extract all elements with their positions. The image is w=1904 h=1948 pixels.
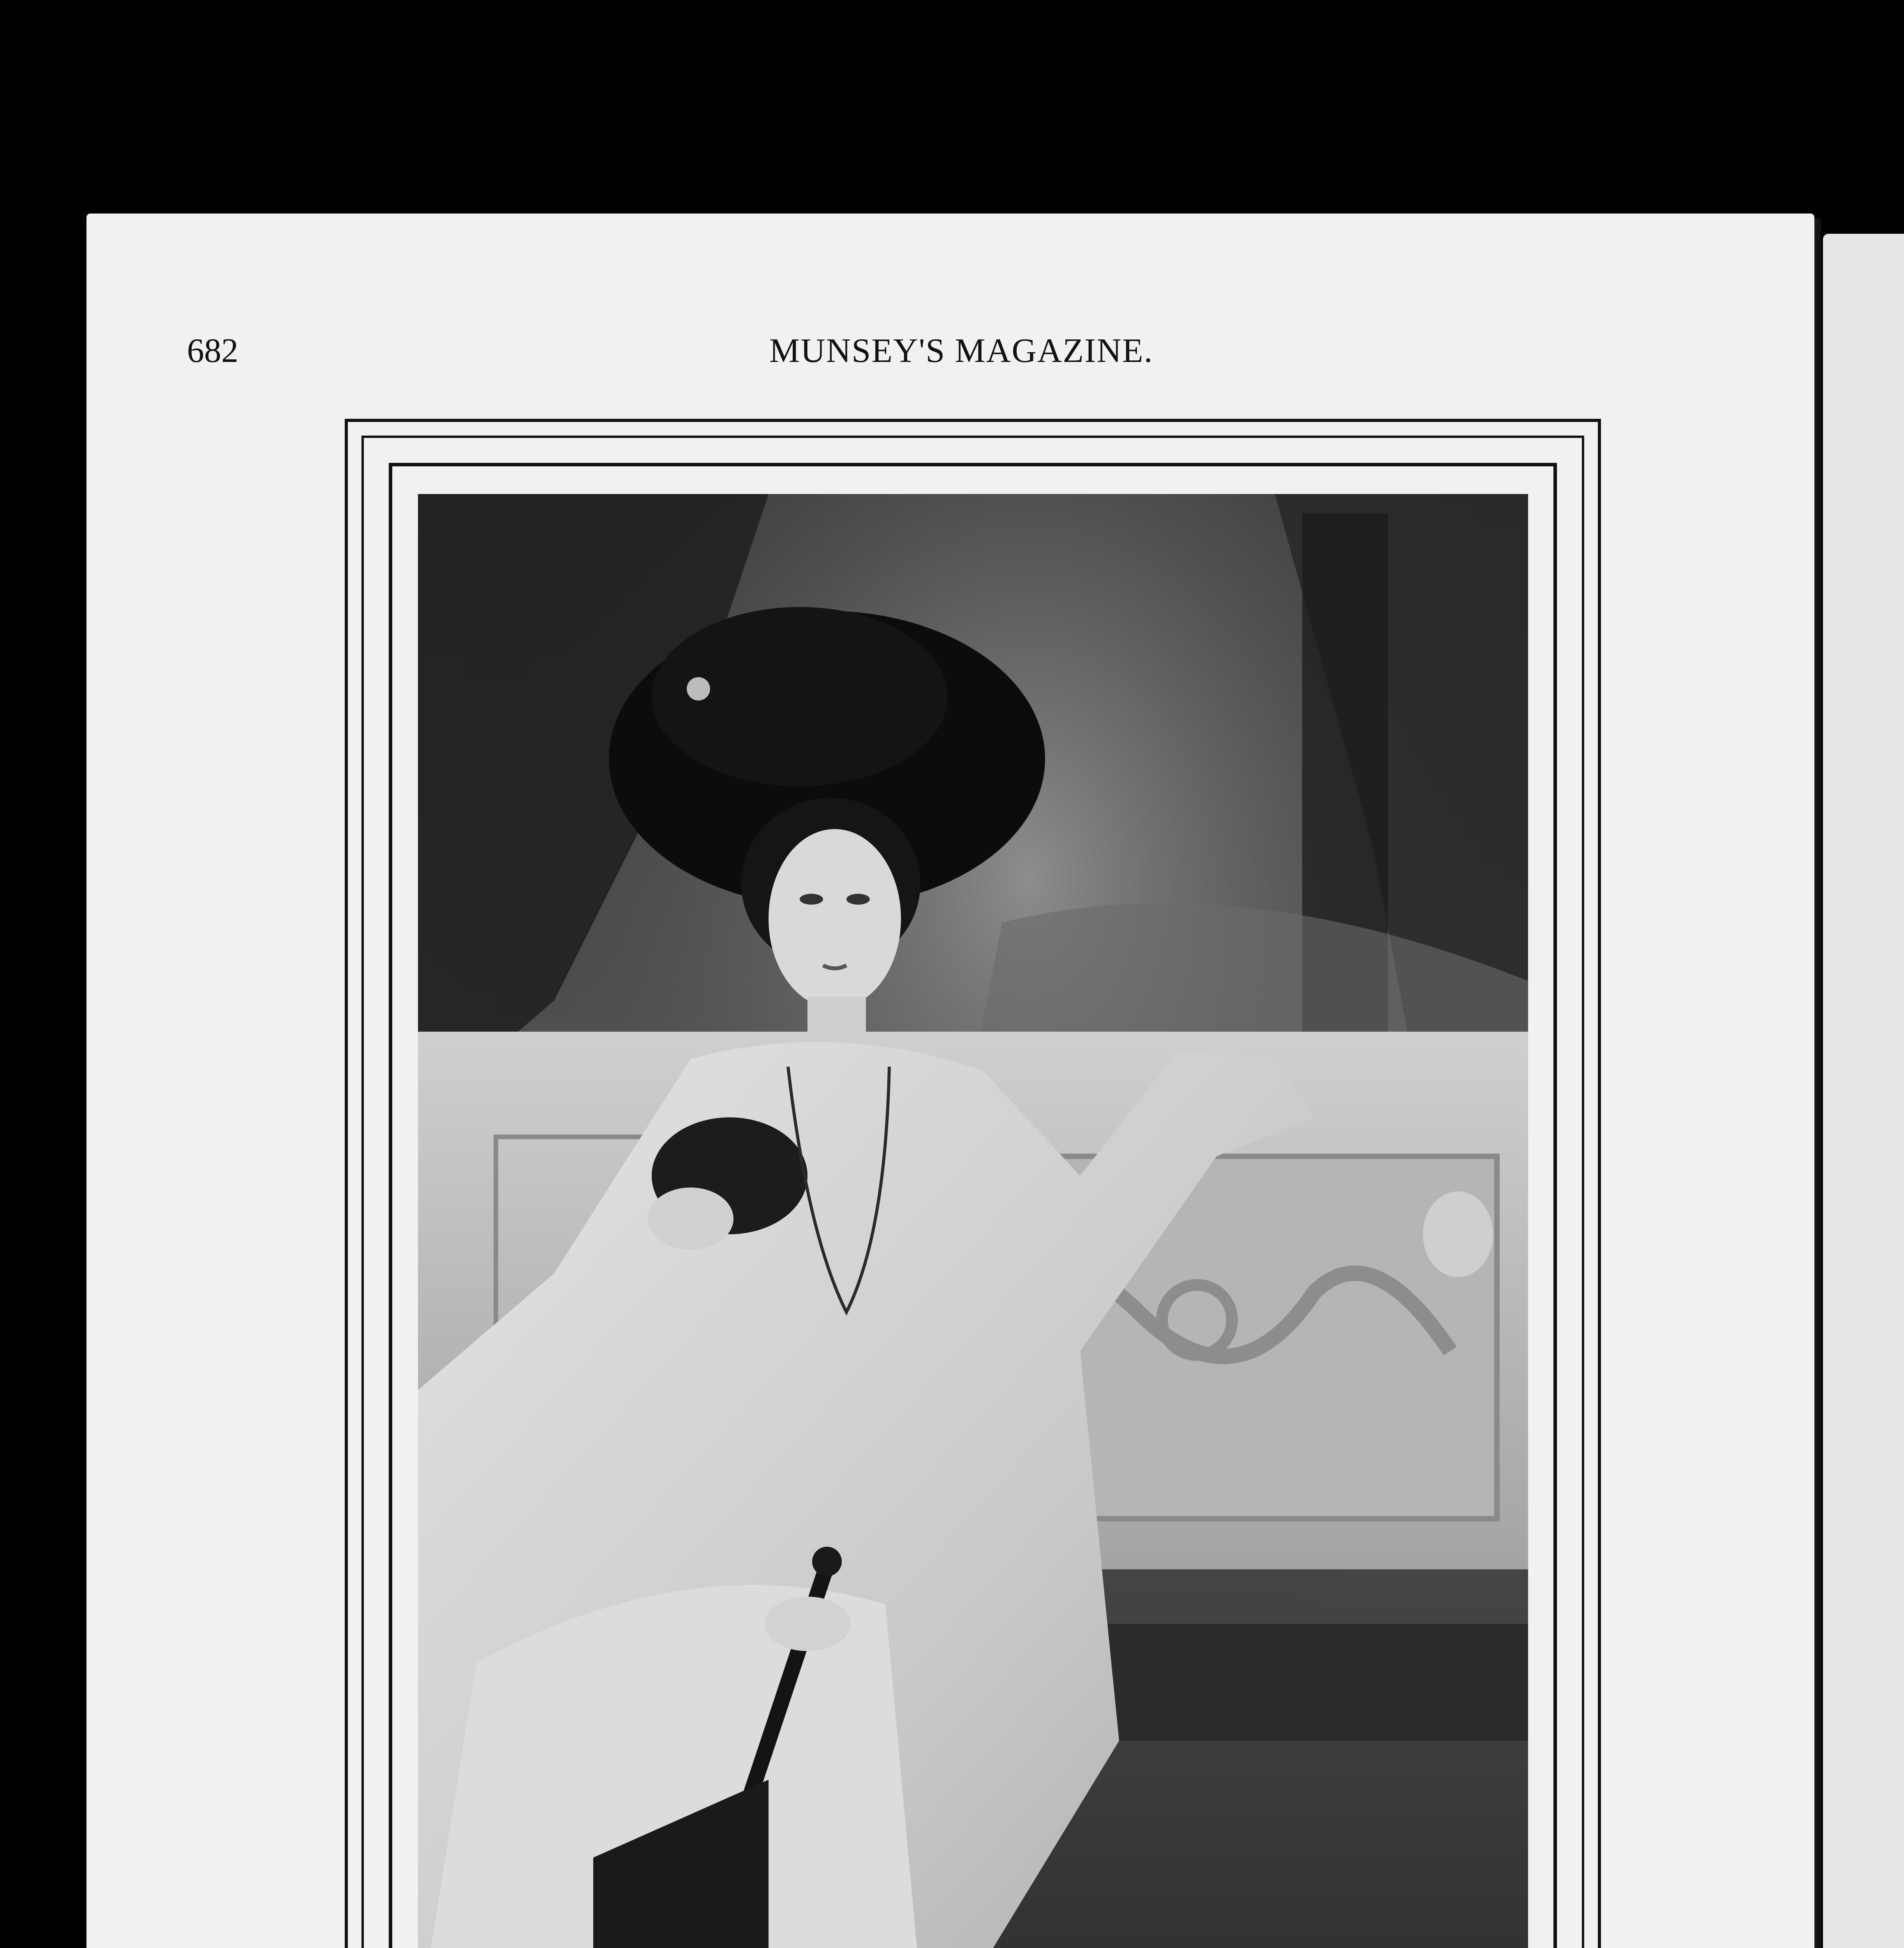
running-head	[0, 331, 1904, 378]
magazine-title: MUNSEY'S MAGAZINE.	[769, 332, 1153, 370]
portrait-illustration	[418, 494, 1528, 1948]
page-number: 682	[187, 332, 238, 370]
adjacent-page-edge	[1823, 234, 1904, 1948]
photo-frame	[345, 419, 1601, 1948]
portrait-photo	[418, 494, 1528, 1948]
